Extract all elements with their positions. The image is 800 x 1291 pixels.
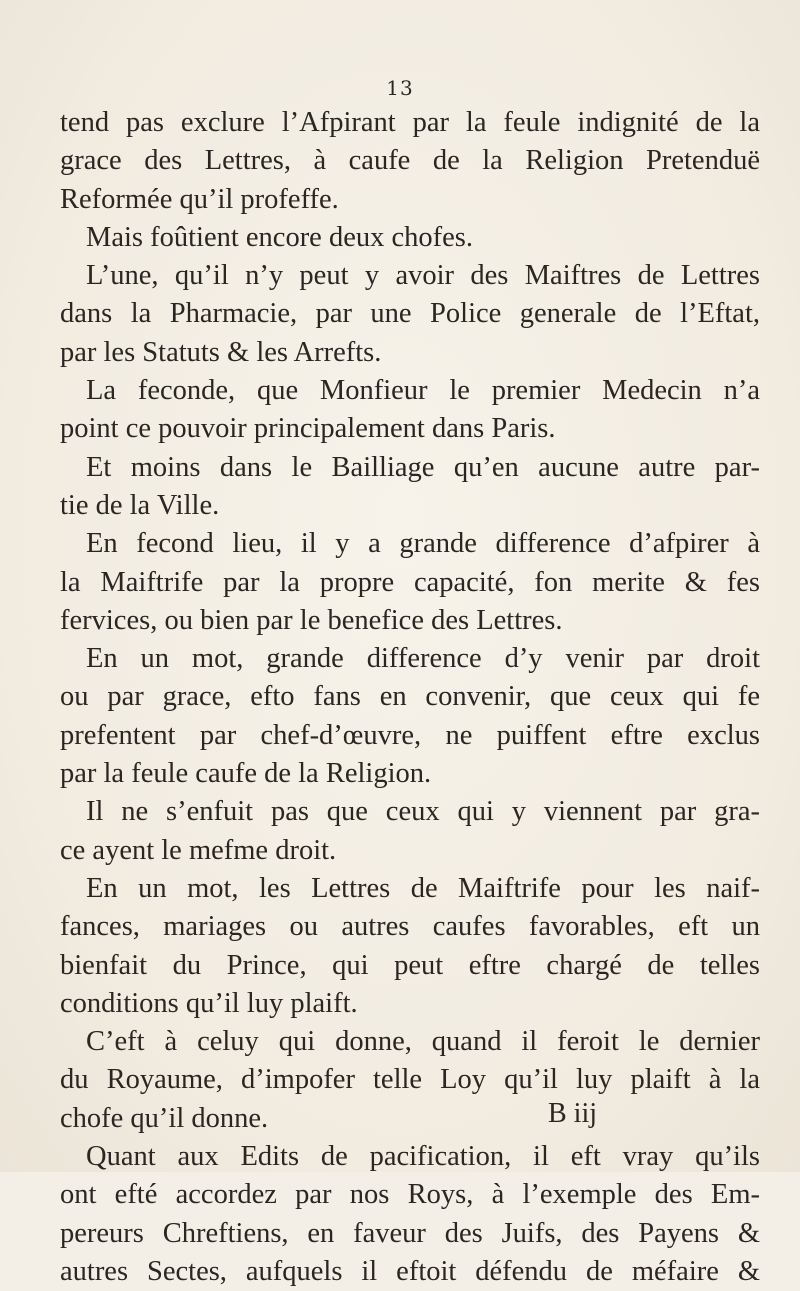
text-line: ou par grace, efto fans en convenir, que ceux qui fe <box>60 681 760 713</box>
text-line: La feconde, que Monfieur le premier Medecin n’a <box>86 375 760 407</box>
text-line: Il ne s’enfuit pas que ceux qui y viennent par gra- <box>86 796 760 828</box>
text-line: dans la Pharmacie, par une Police generale de l’Eftat, <box>60 298 760 330</box>
text-line: prefentent par chef-d’œuvre, ne puiffent eftre exclus <box>60 719 760 751</box>
page-number: 13 <box>386 76 414 100</box>
text-line: conditions qu’il luy plaift. <box>60 987 358 1019</box>
text-line: Reformée qu’il profeffe. <box>60 183 339 215</box>
body-text <box>60 104 760 1291</box>
text-line: En un mot, les Lettres de Maiftrife pour les naif- <box>86 872 760 904</box>
text-line: tie de la Ville. <box>60 489 220 521</box>
text-line: C’eft à celuy qui donne, quand il feroit le dernier <box>86 1026 760 1058</box>
text-line: la Maiftrife par la propre capacité, fon merite & fes <box>60 566 760 598</box>
signature-mark: B iij <box>548 1098 598 1129</box>
text-line: Et moins dans le Bailliage qu’en aucune autre par- <box>86 451 760 483</box>
text-line: Mais foûtient encore deux chofes. <box>86 221 473 253</box>
text-line: ont efté accordez par nos Roys, à l’exemple des Em- <box>60 1179 760 1211</box>
text-line: par les Statuts & les Arrefts. <box>60 336 382 368</box>
text-line: En un mot, grande difference d’y venir par droit <box>86 643 760 675</box>
text-line: Quant aux Edits de pacification, il eft vray qu’ils <box>86 1141 760 1173</box>
text-line: du Royaume, d’impofer telle Loy qu’il luy plaift à la <box>60 1064 760 1096</box>
text-line: fervices, ou bien par le benefice des Lettres. <box>60 604 563 636</box>
text-line: fances, mariages ou autres caufes favorables, eft un <box>60 911 760 943</box>
text-line: chofe qu’il donne. <box>60 1102 269 1134</box>
text-line: par la feule caufe de la Religion. <box>60 758 432 790</box>
text-line: L’une, qu’il n’y peut y avoir des Maiftres de Lettres <box>86 260 760 292</box>
text-line: pereurs Chreftiens, en faveur des Juifs, des Payens & <box>60 1217 760 1249</box>
text-line: En fecond lieu, il y a grande difference d’afpirer à <box>86 528 760 560</box>
text-line: autres Sectes, aufquels il eftoit défendu de méfaire & <box>60 1255 760 1287</box>
text-line: point ce pouvoir principalement dans Paris. <box>60 413 556 445</box>
text-line: tend pas exclure l’Afpirant par la feule indignité de la <box>60 107 760 138</box>
text-line: bienfait du Prince, qui peut eftre chargé de telles <box>60 949 760 981</box>
text-line: grace des Lettres, à caufe de la Religion Pretenduë <box>60 145 760 177</box>
text-line: ce ayent le mefme droit. <box>60 834 337 866</box>
